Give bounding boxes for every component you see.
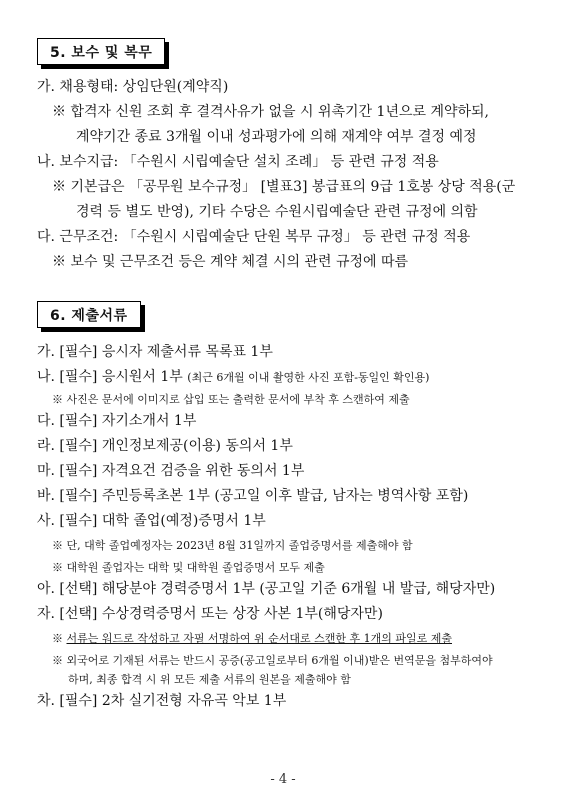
employment-type: 가. 채용형태: 상임단원(계약직) [37, 79, 229, 95]
doc-item-ma: 마. [필수] 자격요건 검증을 위한 동의서 1부 [37, 463, 305, 479]
doc-item-ja: 자. [선택] 수상경력증명서 또는 상장 사본 1부(해당자만) [37, 606, 383, 622]
submission-note-mark: ※ [52, 632, 63, 645]
section-6-heading-text: 6. 제출서류 [50, 307, 128, 324]
doc-item-ra: 라. [필수] 개인정보제공(이용) 동의서 1부 [37, 438, 293, 454]
doc-item-ga: 가. [필수] 응시자 제출서류 목록표 1부 [37, 344, 273, 360]
employment-note-2: 계약기간 종료 3개월 이내 성과평가에 의해 재계약 여부 결정 예정 [76, 129, 477, 145]
doc-item-ba: 바. [필수] 주민등록초본 1부 (공고일 이후 발급, 남자는 병역사항 포함) [37, 488, 469, 504]
section-5-heading-text: 5. 보수 및 복무 [50, 44, 153, 61]
doc-item-cha: 차. [필수] 2차 실기전형 자유곡 악보 1부 [37, 693, 287, 709]
doc-item-sa: 사. [필수] 대학 졸업(예정)증명서 1부 [37, 513, 266, 529]
photo-note: ※ 사진은 문서에 이미지로 삽입 또는 출력한 문서에 부착 후 스캔하여 제출 [52, 393, 410, 406]
working-conditions-note: ※ 보수 및 근무조건 등은 계약 체결 시의 관련 규정에 따름 [52, 254, 409, 270]
section-6-heading [37, 301, 141, 328]
foreign-doc-note-1: ※ 외국어로 기재된 서류는 반드시 공증(공고일로부터 6개월 이내)받은 번역문을 첨부하여야 [52, 654, 493, 667]
doc-item-na-main: 나. [필수] 응시원서 1부 [37, 369, 183, 385]
submission-note [52, 630, 452, 648]
salary-note-1: ※ 기본급은 「공무원 보수규정」 [별표3] 봉급표의 9급 1호봉 상당 적용(군 [52, 179, 516, 195]
salary-note-2: 경력 등 별도 반영), 기타 수당은 수원시립예술단 관련 규정에 의함 [76, 204, 478, 220]
doc-item-na-detail: (최근 6개월 이내 촬영한 사진 포함-동일인 확인용) [187, 371, 430, 384]
working-conditions: 다. 근무조건: 「수원시 시립예술단 단원 복무 규정」 등 관련 규정 적용 [37, 229, 471, 245]
doc-item-a: 아. [선택] 해당분야 경력증명서 1부 (공고일 기준 6개월 내 발급, 해당자만) [37, 581, 496, 597]
salary-payment: 나. 보수지급: 「수원시 시립예술단 설치 조례」 등 관련 규정 적용 [37, 154, 439, 170]
doc-item-na [37, 368, 429, 387]
page-number: - 4 - [270, 772, 296, 787]
foreign-doc-note-2: 하며, 최종 합격 시 위 모든 제출 서류의 원본을 제출해야 함 [68, 673, 351, 686]
graduation-note-2: ※ 대학원 졸업자는 대학 및 대학원 졸업증명서 모두 제출 [52, 561, 325, 574]
submission-note-text: 서류는 워드로 작성하고 자필 서명하여 위 순서대로 스캔한 후 1개의 파일로 제출 [66, 632, 452, 645]
doc-item-da: 다. [필수] 자기소개서 1부 [37, 413, 197, 429]
section-5-heading [37, 38, 165, 65]
employment-note-1: ※ 합격자 신원 조회 후 결격사유가 없을 시 위촉기간 1년으로 계약하되, [52, 104, 490, 120]
graduation-note-1: ※ 단, 대학 졸업예정자는 2023년 8월 31일까지 졸업증명서를 제출해야 함 [52, 539, 413, 552]
